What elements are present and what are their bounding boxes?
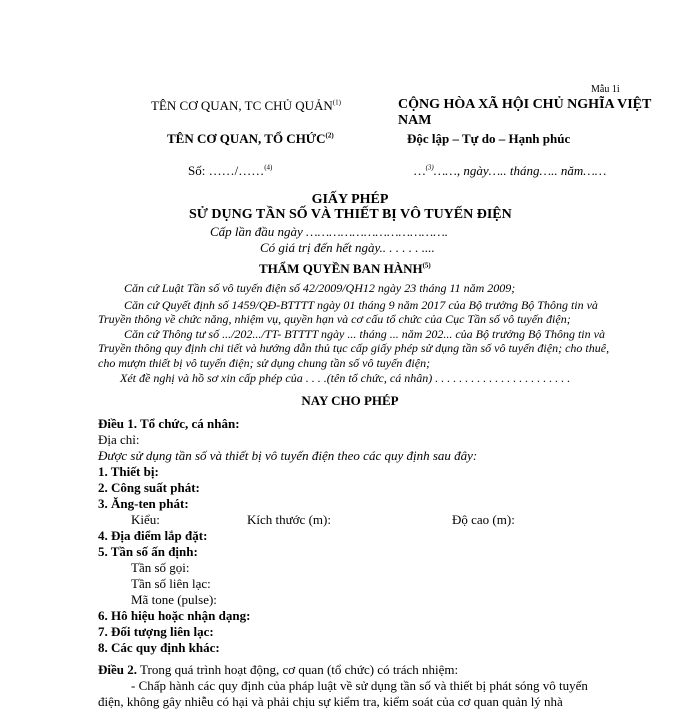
motto: Độc lập – Tự do – Hạnh phúc (407, 131, 571, 146)
freq-contact-label: Tần số liên lạc: (131, 576, 211, 591)
item-power: 2. Công suất phát: (98, 480, 200, 495)
preamble-1: Căn cứ Luật Tần số vô tuyến điện số 42/2009/QH12 ngày 23 tháng 11 năm 2009; (124, 281, 516, 295)
item-equipment: 1. Thiết bị: (98, 464, 159, 479)
item-contact-party: 7. Đối tượng liên lạc: (98, 624, 214, 639)
agency-parent: TÊN CƠ QUAN, TC CHỦ QUẢN$^{(1)}$ (151, 98, 341, 113)
republic-line-1: CỘNG HÒA XÃ HỘI CHỦ NGHĨA VIỆT (398, 97, 652, 112)
preamble-2: Căn cứ Quyết định số 1459/QĐ-BTTTT ngày 01 tháng 9 năm 2017 của Bộ trưởng Bộ Thông tin và Truyền thông về chức năng, nhiệm vụ, quyền hạn và cơ cấu tổ chức của Cục Tần số vô tuyến điện; (98, 298, 598, 327)
preamble-3: Căn cứ Thông tư số .../202.../TT- BTTTT ngày ... tháng ... năm 202... của Bộ trưởng Bộ Thông tin và Truyền thông quy định chi tiết và hướng dẫn thủ tục cấp giấy phép sử dụng tần số vô tuyến điện; cho thuê, cho mượn thiết bị vô tuyến điện; sử dụng chung tần số vô tuyến điện; (98, 327, 610, 370)
tone-code-label: Mã tone (pulse): (131, 592, 217, 607)
agency-name: TÊN CƠ QUAN, TỔ CHỨC$^{(2)}$ (167, 131, 334, 146)
title-line-1: GIẤY PHÉP (311, 192, 389, 207)
item-antenna: 3. Ăng-ten phát: (98, 496, 189, 511)
address-label: Địa chỉ: (98, 432, 140, 447)
freq-call-label: Tần số gọi: (131, 560, 190, 575)
article-2-line-2: điện, không gây nhiễu có hại và phải chịu sự kiểm tra, kiểm soát của cơ quan quản lý nhà (98, 694, 563, 709)
document-number: Số: ……/……$^{(4)}$ (188, 163, 273, 178)
antenna-size-label: Kích thước (m): (247, 512, 331, 527)
form-code: Mẫu 1i (591, 84, 620, 95)
issuing-authority: THẨM QUYỀN BAN HÀNH$^{(5)}$ (259, 261, 431, 276)
title-line-2: SỬ DỤNG TẦN SỐ VÀ THIẾT BỊ VÔ TUYẾN ĐIỆN (189, 207, 512, 222)
item-other-rules: 8. Các quy định khác: (98, 640, 220, 655)
item-callsign: 6. Hô hiệu hoặc nhận dạng: (98, 608, 251, 623)
antenna-type-label: Kiểu: (131, 512, 160, 527)
article-2-line-1: - Chấp hành các quy định của pháp luật về sử dụng tần số và thiết bị phát sóng vô tuyến (131, 678, 588, 693)
document-date: …$^{(3)}$……, ngày….. tháng….. năm…… (414, 163, 607, 178)
antenna-height-label: Độ cao (m): (452, 512, 515, 527)
item-location: 4. Địa điểm lắp đặt: (98, 528, 208, 543)
item-frequency: 5. Tần số ấn định: (98, 544, 198, 559)
grant-heading: NAY CHO PHÉP (301, 393, 399, 408)
issued-date: Cấp lần đầu ngày ………………………………. (210, 224, 449, 239)
republic-line-2: NAM (398, 113, 432, 128)
preamble-4: Xét đề nghị và hồ sơ xin cấp phép của . . . .(tên tổ chức, cá nhân) . . . . . . . . . . . . . . . . . . . . . . . (120, 371, 571, 385)
article-1-heading: Điều 1. Tổ chức, cá nhân: (98, 416, 240, 431)
article-2-intro: Điều 2. Trong quá trình hoạt động, cơ quan (tổ chức) có trách nhiệm: (98, 662, 459, 677)
valid-until: Có giá trị đến hết ngày.. . . . . . .... (260, 240, 435, 255)
article-1-intro: Được sử dụng tần số và thiết bị vô tuyến điện theo các quy định sau đây: (98, 448, 478, 463)
